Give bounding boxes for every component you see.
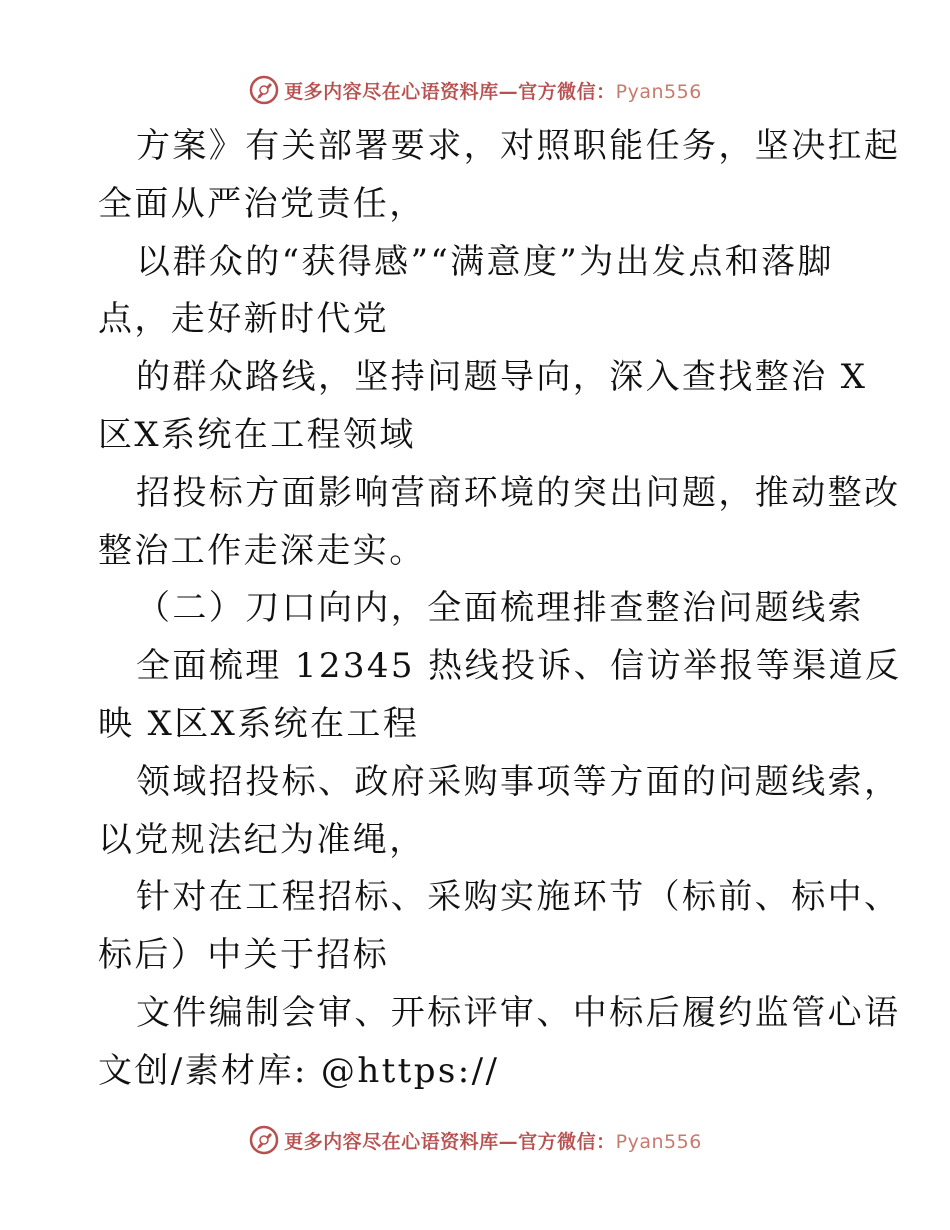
text-line: 全面梳理 12345 热线投诉、信访举报等渠道反 <box>136 646 902 687</box>
text-line: 整治工作走深走实。 <box>98 530 426 571</box>
header-banner-slogan: 更多内容尽在心语资料库—官方微信： <box>284 80 616 103</box>
footer-banner-handle: Pyan556 <box>615 1130 702 1153</box>
text-line: 以党规法纪为准绳， <box>98 819 426 860</box>
text-line: 点，走好新时代党 <box>98 299 390 340</box>
text-line: 的群众路线，坚持问题导向，深入查找整治 X <box>136 357 868 398</box>
footer-banner <box>0 1120 950 1160</box>
text-line: 文件编制会审、开标评审、中标后履约监管心语 <box>136 992 901 1033</box>
footer-banner-slogan: 更多内容尽在心语资料库—官方微信： <box>284 1130 616 1153</box>
text-line: 针对在工程招标、采购实施环节（标前、标中、 <box>136 877 901 918</box>
text-line: （二）刀口向内，全面梳理排查整治问题线索 <box>136 588 864 629</box>
document-body <box>98 118 902 1101</box>
header-banner-text <box>284 77 702 104</box>
text-line: 招投标方面影响营商环境的突出问题，推动整改 <box>136 472 901 513</box>
text-line: 领域招投标、政府采购事项等方面的问题线索， <box>136 761 901 802</box>
footer-banner-text <box>284 1127 702 1154</box>
header-banner-handle: Pyan556 <box>615 80 702 103</box>
text-line: 区X系统在工程领域 <box>98 414 416 455</box>
text-line: 映 X区X系统在工程 <box>98 703 420 744</box>
text-line: 方案》有关部署要求，对照职能任务，坚决扛起 <box>136 126 901 166</box>
text-line: 全面从严治党责任， <box>98 183 426 224</box>
quill-logo-icon <box>248 74 280 106</box>
text-line: 文创/素材库: @https:// <box>98 1050 500 1091</box>
text-line: 标后）中关于招标 <box>98 935 390 976</box>
text-line: 以群众的“获得感”“满意度”为出发点和落脚 <box>136 241 834 282</box>
header-banner <box>0 70 950 110</box>
quill-logo-icon <box>248 1124 280 1156</box>
